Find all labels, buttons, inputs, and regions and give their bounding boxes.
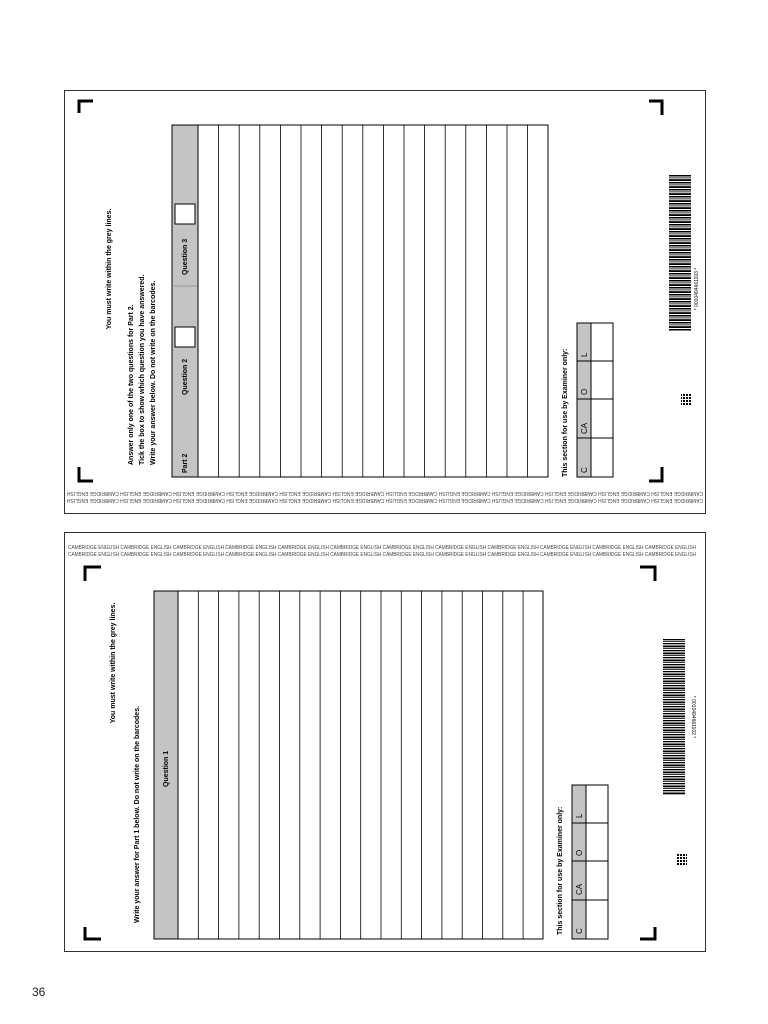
grey-lines-notice: You must write within the grey lines. <box>106 208 113 330</box>
answer-sheet-part-2-canvas <box>65 91 705 513</box>
watermark-strip: CAMBRIDGE ENGLISH CAMBRIDGE ENGLISH CAMBRIDGE ENGLISH CAMBRIDGE ENGLISH CAMBRIDGE ENGLISH CAMBRIDGE ENGLISH CAMBRIDGE ENGLISH CAMBRIDGE ENGLISH CAMBRIDGE ENGLISH CAMBRIDGE ENGLISH CAMBRIDGE ENGLISH CAMBRIDGE ENGLISH <box>67 490 703 496</box>
examiner-col-c: C <box>580 467 589 473</box>
part-label: Part 2 <box>182 453 189 473</box>
watermark-strip: CAMBRIDGE ENGLISH CAMBRIDGE ENGLISH CAMBRIDGE ENGLISH CAMBRIDGE ENGLISH CAMBRIDGE ENGLISH CAMBRIDGE ENGLISH CAMBRIDGE ENGLISH CAMBRIDGE ENGLISH CAMBRIDGE ENGLISH CAMBRIDGE ENGLISH CAMBRIDGE ENGLISH CAMBRIDGE ENGLISH <box>68 545 696 551</box>
watermark-strip: CAMBRIDGE ENGLISH CAMBRIDGE ENGLISH CAMBRIDGE ENGLISH CAMBRIDGE ENGLISH CAMBRIDGE ENGLISH CAMBRIDGE ENGLISH CAMBRIDGE ENGLISH CAMBRIDGE ENGLISH CAMBRIDGE ENGLISH CAMBRIDGE ENGLISH CAMBRIDGE ENGLISH CAMBRIDGE ENGLISH <box>67 497 703 503</box>
examiner-section-label: This section for use by Examiner only: <box>562 348 569 477</box>
qr-code <box>681 393 691 405</box>
qr-code <box>676 853 687 865</box>
examiner-col-l: L <box>580 352 589 357</box>
question-1-label: Question 1 <box>163 750 170 787</box>
examiner-section-label: This section for use by Examiner only: <box>557 806 564 935</box>
instruction-line-1: Write your answer for Part 1 below. Do not write on the barcodes. <box>134 705 141 923</box>
answer-sheet-part-1 <box>64 532 706 952</box>
examiner-col-c: C <box>575 928 584 934</box>
question-2-tick-box[interactable] <box>175 327 195 347</box>
instruction-line-3: Write your answer below. Do not write on the barcodes. <box>150 280 157 465</box>
examiner-col-ca: CA <box>575 883 584 895</box>
barcode-number: * 0010494661102 * <box>690 695 696 739</box>
examiner-col-o: O <box>575 849 584 856</box>
question-3-label: Question 3 <box>182 238 189 275</box>
instruction-line-2: Tick the box to show which question you have answered. <box>139 274 146 465</box>
examiner-col-l: L <box>575 813 584 818</box>
barcode-number: * 0010494661103 * <box>694 267 700 311</box>
barcode <box>663 639 685 795</box>
question-3-tick-box[interactable] <box>175 204 195 224</box>
instruction-line-1: Answer only one of the two questions for Part 2. <box>128 304 135 465</box>
watermark-strip: CAMBRIDGE ENGLISH CAMBRIDGE ENGLISH CAMBRIDGE ENGLISH CAMBRIDGE ENGLISH CAMBRIDGE ENGLISH CAMBRIDGE ENGLISH CAMBRIDGE ENGLISH CAMBRIDGE ENGLISH CAMBRIDGE ENGLISH CAMBRIDGE ENGLISH CAMBRIDGE ENGLISH CAMBRIDGE ENGLISH <box>68 552 696 558</box>
examiner-grid <box>572 785 608 939</box>
grey-lines-notice: You must write within the grey lines. <box>110 602 117 724</box>
barcode <box>669 175 691 331</box>
question-2-label: Question 2 <box>182 358 189 395</box>
examiner-grid <box>577 323 613 477</box>
examiner-col-ca: CA <box>580 422 589 434</box>
answer-sheet-part-2 <box>64 90 706 514</box>
examiner-col-o: O <box>580 388 589 395</box>
answer-header-column <box>172 125 198 477</box>
answer-sheet-part-1-canvas <box>65 533 705 951</box>
writing-area[interactable] <box>198 125 548 477</box>
page-number: 36 <box>32 985 46 999</box>
